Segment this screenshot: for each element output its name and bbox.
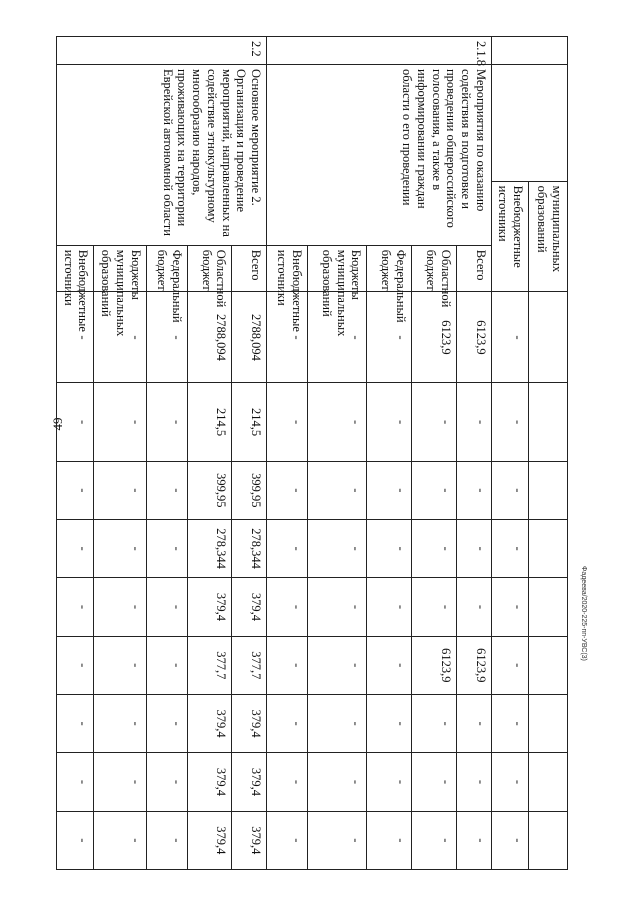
value-cell: - xyxy=(94,753,146,811)
value-cell: - xyxy=(57,811,94,869)
value-cell: 278,344 xyxy=(187,519,232,577)
value-cell: - xyxy=(267,636,308,694)
table-row xyxy=(529,37,568,870)
value-cell: - xyxy=(367,461,412,519)
value-cell: 214,5 xyxy=(187,383,232,461)
value-cell: - xyxy=(146,519,187,577)
value-cell: 379,4 xyxy=(187,811,232,869)
budget-table-container xyxy=(56,36,568,870)
value-cell: - xyxy=(367,753,412,811)
value-cell: - xyxy=(491,461,528,519)
value-cell: - xyxy=(491,578,528,636)
value-cell: 6123,9 xyxy=(412,292,457,383)
value-cell: - xyxy=(94,461,146,519)
value-cell: - xyxy=(57,694,94,752)
value-cell: 379,4 xyxy=(187,753,232,811)
value-cell xyxy=(529,811,568,869)
value-cell xyxy=(529,753,568,811)
value-cell: - xyxy=(308,461,367,519)
value-cell: 377,7 xyxy=(187,636,232,694)
value-cell xyxy=(529,383,568,461)
value-cell: 379,4 xyxy=(232,694,267,752)
value-cell: - xyxy=(57,636,94,694)
value-cell: - xyxy=(57,461,94,519)
value-cell: 6123,9 xyxy=(457,292,492,383)
value-cell: - xyxy=(94,383,146,461)
value-cell: 379,4 xyxy=(232,578,267,636)
value-cell: - xyxy=(457,383,492,461)
value-cell: - xyxy=(457,753,492,811)
funding-source: Всего xyxy=(232,245,267,292)
value-cell: - xyxy=(367,519,412,577)
value-cell: - xyxy=(146,694,187,752)
value-cell: 379,4 xyxy=(187,578,232,636)
value-cell: - xyxy=(57,578,94,636)
value-cell: - xyxy=(146,636,187,694)
measure-name: Основное мероприятие 2. Организация и проведение мероприятий, направленных на содействие этнокультурному многообразию народов, проживающих на территории Еврейской автономной области xyxy=(57,64,267,245)
value-cell: - xyxy=(146,461,187,519)
funding-source: Всего xyxy=(457,245,492,292)
value-cell: - xyxy=(367,694,412,752)
value-cell: 379,4 xyxy=(232,753,267,811)
document-footer-code: Фадеева/2020-225-пп-УВС(3) xyxy=(580,566,587,661)
value-cell xyxy=(529,694,568,752)
value-cell: - xyxy=(457,519,492,577)
value-cell: - xyxy=(94,578,146,636)
value-cell: - xyxy=(491,753,528,811)
value-cell: - xyxy=(57,519,94,577)
value-cell: - xyxy=(94,292,146,383)
value-cell: 2788,094 xyxy=(232,292,267,383)
measure-number: 2.1.8 xyxy=(267,37,492,65)
value-cell: - xyxy=(367,636,412,694)
funding-source: Федеральный бюджет xyxy=(146,245,187,292)
value-cell xyxy=(529,292,568,383)
value-cell xyxy=(529,636,568,694)
value-cell: - xyxy=(412,519,457,577)
value-cell: - xyxy=(491,383,528,461)
value-cell: - xyxy=(267,578,308,636)
page-number: 49 xyxy=(50,417,65,431)
value-cell: - xyxy=(367,292,412,383)
value-cell: 379,4 xyxy=(232,811,267,869)
value-cell: 214,5 xyxy=(232,383,267,461)
value-cell: - xyxy=(367,578,412,636)
value-cell: - xyxy=(308,519,367,577)
measure-number: 2.2 xyxy=(57,37,267,65)
value-cell: - xyxy=(146,383,187,461)
value-cell: - xyxy=(412,694,457,752)
value-cell: - xyxy=(308,753,367,811)
table-row xyxy=(457,37,492,870)
funding-source: муниципальных образований xyxy=(529,181,568,292)
value-cell: - xyxy=(57,292,94,383)
budget-table xyxy=(56,36,568,870)
value-cell: - xyxy=(491,694,528,752)
funding-source: Областной бюджет xyxy=(187,245,232,292)
value-cell: - xyxy=(267,694,308,752)
value-cell: 2788,094 xyxy=(187,292,232,383)
value-cell: - xyxy=(412,753,457,811)
value-cell: 399,95 xyxy=(232,461,267,519)
value-cell: - xyxy=(94,519,146,577)
funding-source: Областной бюджет xyxy=(412,245,457,292)
value-cell xyxy=(529,519,568,577)
value-cell: - xyxy=(491,519,528,577)
value-cell: - xyxy=(146,811,187,869)
value-cell xyxy=(529,578,568,636)
value-cell: - xyxy=(457,811,492,869)
funding-source: Внебюджетные источники xyxy=(267,245,308,292)
value-cell: 399,95 xyxy=(187,461,232,519)
value-cell: - xyxy=(367,383,412,461)
funding-source: Внебюджетные источники xyxy=(57,245,94,292)
value-cell: - xyxy=(308,636,367,694)
value-cell: - xyxy=(94,694,146,752)
value-cell: - xyxy=(412,811,457,869)
value-cell: - xyxy=(267,292,308,383)
value-cell: - xyxy=(412,383,457,461)
value-cell: - xyxy=(267,519,308,577)
value-cell: - xyxy=(308,578,367,636)
value-cell: 6123,9 xyxy=(457,636,492,694)
value-cell: - xyxy=(57,383,94,461)
value-cell: - xyxy=(457,461,492,519)
value-cell: - xyxy=(267,811,308,869)
funding-source: Бюджеты муниципальных образований xyxy=(94,245,146,292)
value-cell: - xyxy=(491,811,528,869)
measure-name: Мероприятия по оказанию содействия в подготовке и проведении общероссийского голосования, а также в информировании граждан области о его проведении xyxy=(267,64,492,245)
value-cell: - xyxy=(457,694,492,752)
value-cell xyxy=(529,461,568,519)
funding-source: Внебюджетные источники xyxy=(491,181,528,292)
value-cell: 377,7 xyxy=(232,636,267,694)
value-cell: 379,4 xyxy=(187,694,232,752)
value-cell: - xyxy=(94,811,146,869)
value-cell: - xyxy=(308,292,367,383)
value-cell: - xyxy=(367,811,412,869)
value-cell: - xyxy=(308,383,367,461)
table-row xyxy=(232,37,267,870)
value-cell: - xyxy=(491,292,528,383)
value-cell: - xyxy=(146,292,187,383)
value-cell: 6123,9 xyxy=(412,636,457,694)
value-cell: 278,344 xyxy=(232,519,267,577)
funding-source: Бюджеты муниципальных образований xyxy=(308,245,367,292)
value-cell: - xyxy=(146,578,187,636)
value-cell: - xyxy=(412,578,457,636)
value-cell: - xyxy=(146,753,187,811)
value-cell: - xyxy=(491,636,528,694)
value-cell: - xyxy=(267,461,308,519)
value-cell: - xyxy=(308,694,367,752)
value-cell: - xyxy=(308,811,367,869)
value-cell: - xyxy=(94,636,146,694)
value-cell: - xyxy=(457,578,492,636)
funding-source: Федеральный бюджет xyxy=(367,245,412,292)
value-cell: - xyxy=(267,383,308,461)
value-cell: - xyxy=(412,461,457,519)
value-cell: - xyxy=(267,753,308,811)
value-cell: - xyxy=(57,753,94,811)
